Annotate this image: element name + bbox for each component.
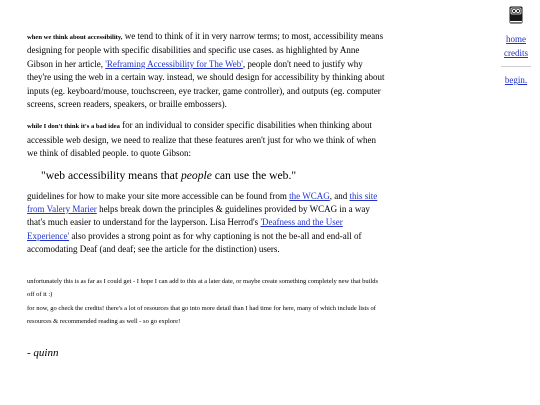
paragraph-text: for an individual to consider specific disabilities when thinking about accessible web design, we need to realize that these features aren't just for who we think of when we think of disabled people. to quote Gibson: <box>27 120 376 159</box>
paragraph-intro <box>27 30 385 111</box>
wcag-link[interactable]: the WCAG <box>289 190 330 201</box>
book-icon[interactable] <box>509 6 523 24</box>
paragraph-text: we tend to think of it in very narrow terms; to most, accessibility means designing for people with specific disabilities and specific use cases. as highlighted by Anne Gibson in her article, <box>27 31 384 69</box>
paragraph-lead: while I don't think it's a bad idea <box>27 123 120 131</box>
signature: - quinn <box>27 347 59 360</box>
paragraph-lead: when we think about accessibility, <box>27 34 123 41</box>
reframing-accessibility-link[interactable]: 'Reframing Accessibility for The Web' <box>105 58 243 69</box>
deafness-ux-link[interactable]: 'Deafness and the User Experience' <box>27 217 343 241</box>
note-unfinished: unfortunately this is as far as I could get - I hope I can add to this at a later date, or maybe create something completely new that builds off of it :) <box>27 277 379 299</box>
paragraph-text: , people don't need to justify why they're using the web in a certain way. instead, we should design for accessibility by thinking about inputs (eg. keyboard/mouse, touchscreen, eye tracker, game controller), and outputs (eg. computer screens, screen readers, speakers, or braille embossers). <box>27 58 385 110</box>
quote-text: "web accessibility means that <box>41 168 181 182</box>
paragraph-guidelines <box>27 190 385 257</box>
paragraph-text: helps break down the principles & guidelines provided by WCAG in a way that's much easier to understand for the layperson. Lisa Herrod's <box>27 204 370 228</box>
quote-emphasis: people <box>180 168 212 182</box>
note-credits: for now, go check the credits! there's a lot of resources that go into more detail than I had time for here, many of which include lists of resources & recommended reading as well - so go explore! <box>27 304 376 325</box>
paragraph-disability <box>27 119 385 160</box>
side-nav <box>498 6 534 87</box>
paragraph-text: guidelines for how to make your site more accessible can be found from <box>27 190 290 201</box>
nav-credits-link[interactable]: credits <box>504 48 528 58</box>
nav-home-link[interactable]: home <box>506 34 526 44</box>
nav-divider <box>501 66 531 67</box>
article <box>27 30 385 359</box>
paragraph-text: , and <box>329 190 350 201</box>
gibson-quote <box>41 169 385 183</box>
quote-text: can use the web." <box>211 168 297 182</box>
valery-marier-link[interactable]: this site from Valery Marier <box>27 190 378 215</box>
nav-begin-link[interactable]: begin. <box>504 75 528 85</box>
paragraph-text: also provides a strong point as for why captioning is not the be-all and end-all of accomodating Deaf (and deaf; see the article for the distinction) users. <box>27 230 362 255</box>
